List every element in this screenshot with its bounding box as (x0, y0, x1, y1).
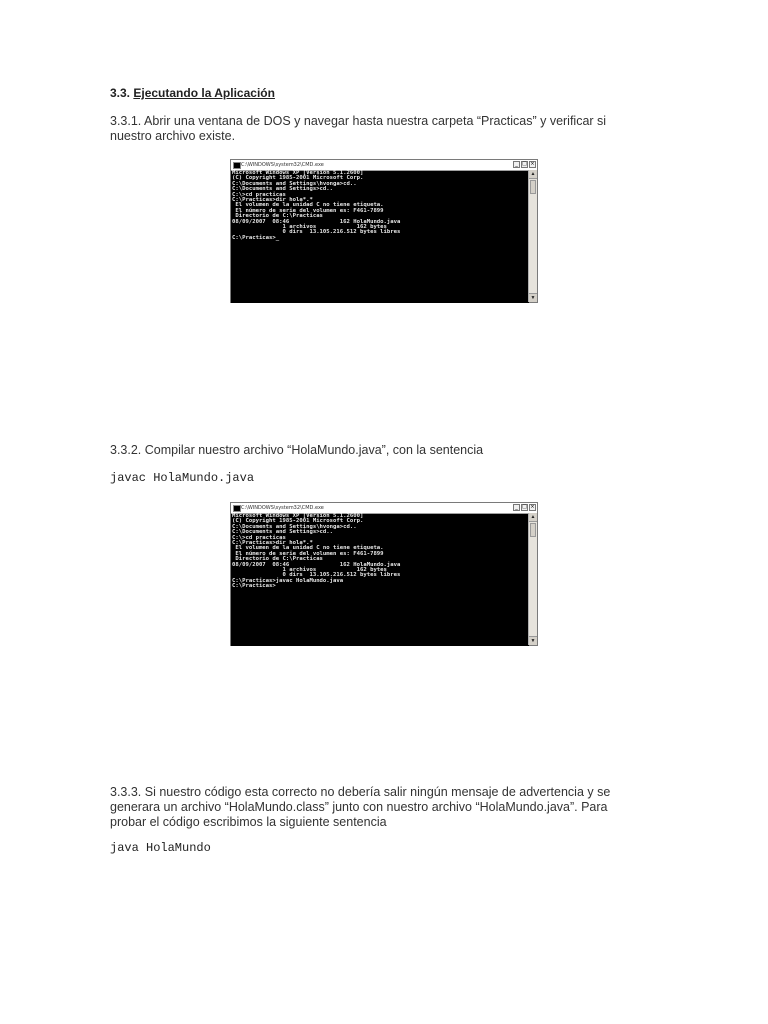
scroll-up-arrow-icon[interactable]: ▲ (530, 514, 536, 520)
console-line: 1 archivos 162 bytes (232, 224, 387, 231)
cmd-window-1-lines (231, 171, 529, 241)
console-line: C:\Practicas> (232, 583, 276, 590)
step-2-code: javac HolaMundo.java (110, 471, 255, 485)
console-line: 08/09/2007 08:46 162 HolaMundo.java (232, 218, 401, 225)
console-line: C:\Documents and Settings\hvonga>cd.. (232, 523, 357, 530)
minimize-button[interactable]: _ (513, 504, 520, 511)
cmd-icon (233, 505, 241, 512)
console-line: El número de serie del volumen es: F461-7899 (232, 550, 384, 557)
console-line: El volumen de la unidad C no tiene etiqueta. (232, 545, 384, 552)
maximize-button[interactable]: □ (522, 504, 527, 510)
console-line: El número de serie del volumen es: F461-7899 (232, 207, 384, 214)
scroll-thumb[interactable] (530, 523, 536, 537)
console-line: C:\Documents and Settings\hvonga>cd.. (232, 180, 357, 187)
console-line: C:\Practicas>dir hola*.* (232, 540, 313, 547)
close-button[interactable]: × (530, 161, 535, 167)
cmd-window-1-title: C:\WINDOWS\system32\CMD.exe (241, 162, 324, 168)
step-3-text (110, 785, 640, 830)
step-1-line-2: nuestro archivo existe. (110, 129, 236, 143)
cmd-window-1-scrollbar[interactable] (528, 170, 537, 302)
cmd-window-2-lines (231, 514, 529, 590)
console-line: C:\Documents and Settings>cd.. (232, 186, 334, 193)
console-line: C:\Practicas>_ (232, 234, 280, 241)
scroll-down-arrow-icon[interactable]: ▼ (530, 638, 536, 644)
step-3-line-1: 3.3.3. Si nuestro código esta correcto no debería salir ningún mensaje de advertencia y se (110, 785, 611, 799)
cmd-window-2-title: C:\WINDOWS\system32\CMD.exe (241, 505, 324, 511)
cmd-window-2 (230, 502, 538, 646)
step-2-text: 3.3.2. Compilar nuestro archivo “HolaMundo.java”, con la sentencia (110, 443, 484, 457)
console-line: C:\Practicas>dir hola*.* (232, 197, 313, 204)
console-line: (C) Copyright 1985-2001 Microsoft Corp. (232, 175, 364, 182)
cmd-icon (233, 162, 241, 169)
console-line: 08/09/2007 08:46 162 HolaMundo.java (232, 561, 401, 568)
console-line: El volumen de la unidad C no tiene etiqueta. (232, 202, 384, 209)
cmd-window-1 (230, 159, 538, 303)
close-button[interactable]: × (530, 504, 535, 510)
console-line: Directorio de C:\Practicas (232, 556, 323, 563)
maximize-button[interactable]: □ (522, 161, 527, 167)
cmd-window-1-console (231, 171, 529, 303)
cmd-window-2-console (231, 514, 529, 646)
console-line: C:\>cd practicas (232, 534, 286, 541)
console-line: C:\Documents and Settings>cd.. (232, 529, 334, 536)
console-line: C:\>cd practicas (232, 191, 286, 198)
cmd-window-2-scrollbar[interactable] (528, 513, 537, 645)
step-3-line-3: probar el código escribimos la siguiente sentencia (110, 815, 387, 829)
console-line: C:\Practicas>javac HolaMundo.java (232, 577, 344, 584)
scroll-thumb[interactable] (530, 180, 536, 194)
section-heading (110, 86, 275, 100)
scroll-down-arrow-icon[interactable]: ▼ (530, 295, 536, 301)
step-3-line-2: generara un archivo “HolaMundo.class” junto con nuestro archivo “HolaMundo.java”. Para (110, 800, 608, 814)
step-1-text (110, 114, 640, 144)
console-line: Directorio de C:\Practicas (232, 213, 323, 220)
console-line: Microsoft Windows XP [Versión 5.1.2600] (232, 513, 364, 519)
section-title: Ejecutando la Aplicación (133, 86, 275, 100)
console-line: (C) Copyright 1985-2001 Microsoft Corp. (232, 518, 364, 525)
step-3-code: java HolaMundo (110, 841, 211, 855)
minimize-button[interactable]: _ (513, 161, 520, 168)
console-line: 0 dirs 13.105.216.512 bytes libres (232, 229, 401, 236)
step-1-line-1: 3.3.1. Abrir una ventana de DOS y navegar hasta nuestra carpeta “Practicas” y verificar si (110, 114, 607, 128)
section-number: 3.3. (110, 86, 131, 100)
console-line: Microsoft Windows XP [Versión 5.1.2600] (232, 170, 364, 176)
console-line: 1 archivos 162 bytes (232, 567, 387, 574)
console-line: 0 dirs 13.105.216.512 bytes libres (232, 572, 401, 579)
scroll-up-arrow-icon[interactable]: ▲ (530, 171, 536, 177)
